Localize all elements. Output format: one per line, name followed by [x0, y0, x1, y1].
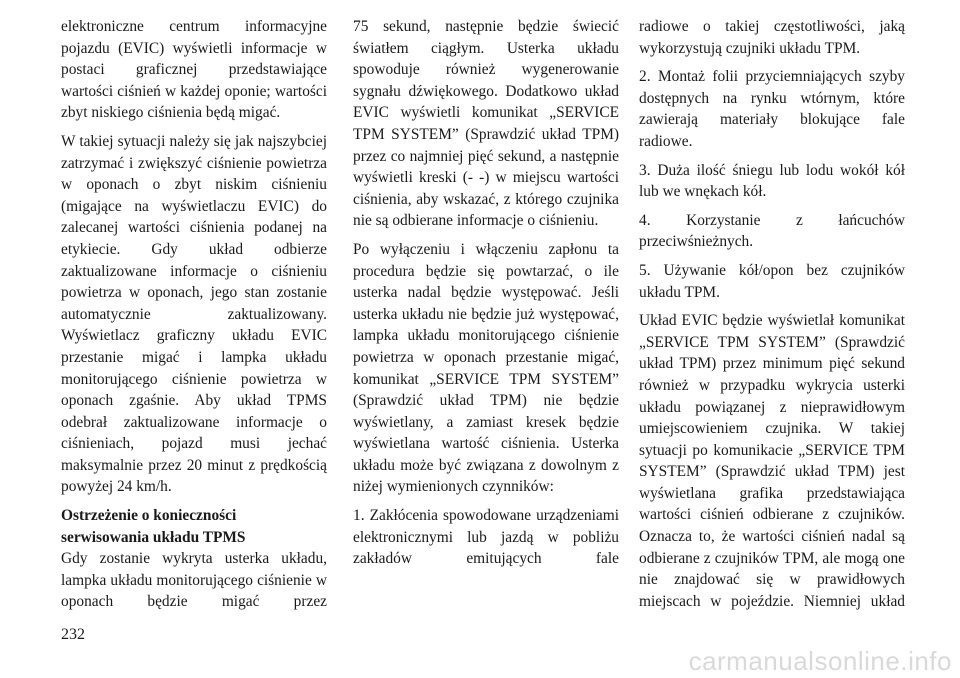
paragraph: 75 sekund, następnie będzie świecić światłem ciągłym. Usterka układu spowoduje również wygenerowanie sygnału dźwiękowego. Dodatkowo układ EVIC wyświetli komunikat „SERVICE TPM SYSTEM” (Sprawdzić układ TPM) przez co najmniej pięć sekund, a następnie wyświetli kreski (- -) w miejscu wartości ciśnienia, aby wskazać, z którego czujnika nie są odbierane informacje o ciśnieniu. — [353, 18, 619, 230]
paragraph: Po wyłączeniu i włączeniu zapłonu ta procedura będzie się powtarzać, o ile usterka nadal będzie występować. Jeśli usterka układu nie będzie już występować, lampka układu monitorującego ciśnienie powietrza w oponach przestanie migać, komunikat „SERVICE TPM SYSTEM” (Sprawdzić układ TPM) nie będzie wyświetlany, a zamiast kresek będzie wyświetlana wartość ciśnienia. Usterka układu może być związana z dowolnym z niżej wymienionych czynników: — [353, 240, 619, 496]
paragraph: elektroniczne centrum informacyjne pojazdu (EVIC) wyświetli informacje w postaci graficznej przedstawiające wartości ciśnień w każdej oponie; wartości zbyt niskiego ciśnienia będą migać. — [61, 18, 327, 122]
paragraph: Gdy zostanie wykryta usterka układu, lampka układu monitorującego ciśnienie w oponach będzie migać przez — [61, 550, 327, 611]
paragraph: 3. Duża ilość śniegu lub lodu wokół kół lub we wnękach kół. — [639, 161, 905, 201]
paragraph: 1. Zakłócenia spowodowane urządzeniami elektronicznymi lub jazdą w pobliżu zakładów emitujących fale — [353, 507, 619, 568]
section-heading — [61, 505, 327, 548]
paragraph: 4. Korzystanie z łańcuchów przeciwśnieżnych. — [639, 211, 905, 251]
text-column-2 — [353, 16, 619, 577]
paragraph: W takiej sytuacji należy się jak najszybciej zatrzymać i zwiększyć ciśnienie powietrza w oponach o zbyt niskim ciśnieniu (migające na wyświetlaczu EVIC) do zalecanej wartości ciśnienia podanej na etykiecie. Gdy układ odbierze zaktualizowane informacje o ciśnieniu powietrza w oponach, jego stan zostanie automatycznie zaktualizowany. Wyświetlacz graficzny układu EVIC przestanie migać i lampka układu monitorującego ciśnienie powietrza w oponach zgaśnie. Aby układ TPMS odebrał zaktualizowane informacje o ciśnieniach, pojazd musi jechać maksymalnie przez 20 minut z prędkością powyżej 24 km/h. — [61, 132, 327, 496]
text-column-3 — [639, 16, 905, 619]
text-column-1 — [61, 16, 327, 620]
paragraph: 5. Używanie kół/opon bez czujników układu TPM. — [639, 261, 905, 301]
page-number: 232 — [61, 626, 85, 643]
watermark: carmanualsonline.info — [688, 646, 952, 676]
paragraph: 2. Montaż folii przyciemniających szyby dostępnych na rynku wtórnym, które zawierają materiały blokujące fale radiowe. — [639, 68, 905, 150]
section-heading-line: serwisowania układu TPMS — [61, 528, 246, 546]
section-heading-line: Ostrzeżenie o konieczności — [61, 507, 237, 525]
paragraph: radiowe o takiej częstotliwości, jaką wykorzystują czujniki układu TPM. — [639, 18, 905, 57]
paragraph: Układ EVIC będzie wyświetlał komunikat „SERVICE TPM SYSTEM” (Sprawdzić układ TPM) przez minimum pięć sekund również w przypadku wykrycia usterki układu powiązanej z nieprawidłowym umiejscowieniem czujnika. W takiej sytuacji po komunikacie „SERVICE TPM SYSTEM” (Sprawdzić układ TPM) jest wyświetlana grafika przedstawiająca wartości ciśnień odbierane z czujników. Oznacza to, że wartości ciśnień nadal są odbierane z czujników TPM, ale mogą one nie znajdować się w prawidłowych miejscach w pojeździe. Niemniej układ — [639, 312, 905, 610]
